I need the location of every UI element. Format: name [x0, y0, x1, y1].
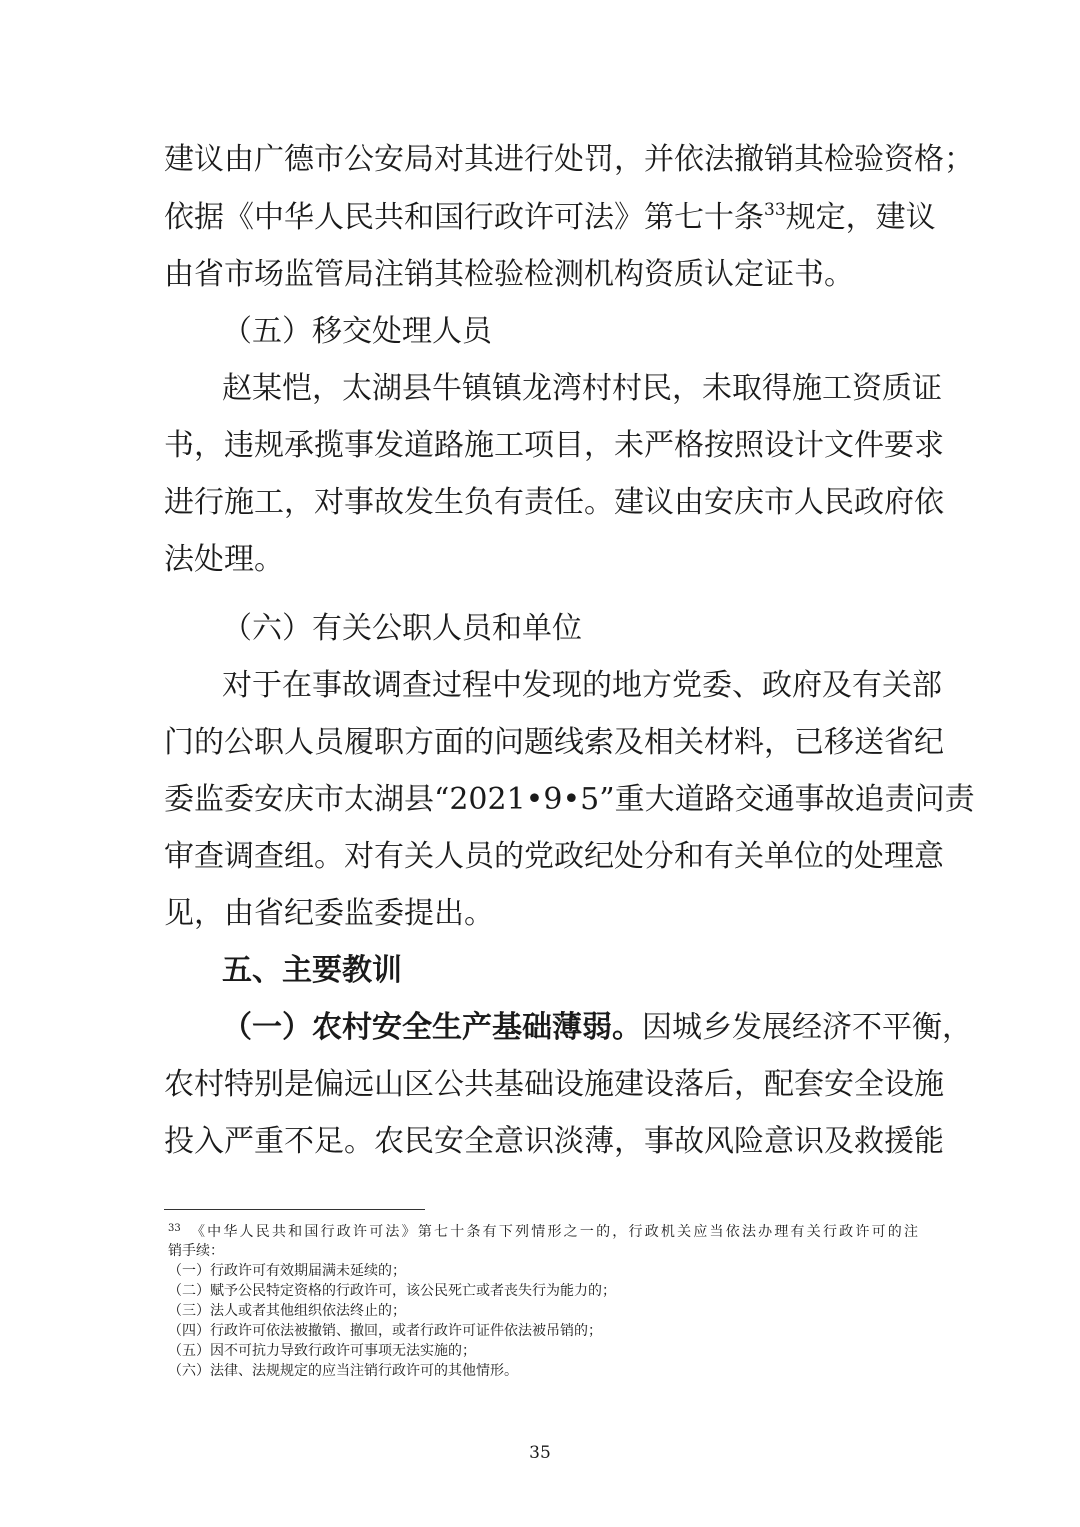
footnote-item: （六）法律、法规规定的应当注销行政许可的其他情形。 — [168, 1363, 518, 1379]
section-title: 五、主要教训 — [222, 953, 402, 988]
body-line — [222, 1008, 972, 1048]
body-line: 由省市场监管局注销其检验检测机构资质认定证书。 — [164, 257, 854, 292]
footnote-text: 《中华人民共和国行政许可法》第七十条有下列情形之一的，行政机关应当依法办理有关行政许可的注 — [188, 1224, 918, 1240]
body-line: 投入严重不足。农民安全意识淡薄，事故风险意识及救援能 — [164, 1124, 944, 1159]
body-line: 审查调查组。对有关人员的党政纪处分和有关单位的处理意 — [164, 839, 944, 874]
body-line: 农村特别是偏远山区公共基础设施建设落后，配套安全设施 — [164, 1067, 944, 1102]
body-line: 进行施工，对事故发生负有责任。建议由安庆市人民政府依 — [164, 485, 944, 520]
body-line: 赵某恺，太湖县牛镇镇龙湾村村民，未取得施工资质证 — [222, 371, 942, 406]
body-line: 委监委安庆市太湖县“2021•9•5”重大道路交通事故追责问责 — [164, 782, 975, 817]
subsection-heading: （五）移交处理人员 — [222, 314, 492, 349]
footnote-item: （二）赋予公民特定资格的行政许可，该公民死亡或者丧失行为能力的； — [168, 1283, 616, 1299]
footnote-item: （三）法人或者其他组织依法终止的； — [168, 1303, 406, 1319]
footnote-separator — [164, 1209, 425, 1210]
body-line — [164, 198, 936, 238]
body-line: 书，违规承揽事发道路施工项目，未严格按照设计文件要求 — [164, 428, 944, 463]
body-text: 因城乡发展经济不平衡， — [642, 1010, 972, 1045]
subsection-heading: （六）有关公职人员和单位 — [222, 611, 582, 646]
page-number: 35 — [529, 1443, 551, 1463]
lesson-heading: （一）农村安全生产基础薄弱。 — [222, 1010, 642, 1045]
footnote-marker: 33 — [168, 1223, 181, 1234]
footnote-item: （五）因不可抗力导致行政许可事项无法实施的； — [168, 1343, 476, 1359]
body-line: 对于在事故调查过程中发现的地方党委、政府及有关部 — [222, 668, 942, 703]
footnote-line: 销手续： — [168, 1243, 224, 1259]
footnote-item: （一）行政许可有效期届满未延续的； — [168, 1263, 406, 1279]
body-line: 建议由广德市公安局对其进行处罚，并依法撤销其检验资格； — [164, 142, 974, 177]
footnote-reference[interactable]: 33 — [764, 200, 786, 220]
footnote-line — [168, 1223, 918, 1241]
body-line: 法处理。 — [164, 542, 284, 577]
body-line: 见，由省纪委监委提出。 — [164, 896, 494, 931]
footnote-item: （四）行政许可依法被撤销、撤回，或者行政许可证件依法被吊销的； — [168, 1323, 602, 1339]
body-line: 门的公职人员履职方面的问题线索及相关材料，已移送省纪 — [164, 725, 944, 760]
body-text: 规定，建议 — [785, 200, 936, 235]
body-text: 依据《中华人民共和国行政许可法》第七十条 — [164, 200, 764, 235]
